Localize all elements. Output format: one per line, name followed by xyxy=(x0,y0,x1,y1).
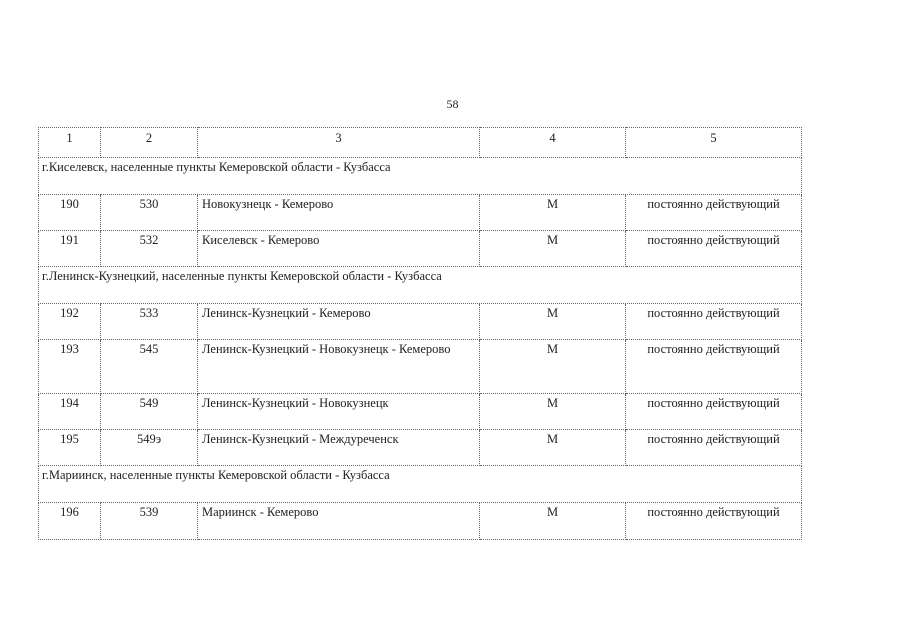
row-number: 196 xyxy=(39,503,101,540)
section-row xyxy=(39,267,802,304)
route-name: Ленинск-Кузнецкий - Новокузнецк xyxy=(198,394,480,430)
route-code: 533 xyxy=(101,304,198,340)
column-header: 5 xyxy=(626,128,802,158)
row-number: 191 xyxy=(39,231,101,267)
route-status: постоянно действующий xyxy=(626,430,802,466)
route-type: М xyxy=(480,304,626,340)
table-row xyxy=(39,430,802,466)
route-status: постоянно действующий xyxy=(626,304,802,340)
route-code: 549 xyxy=(101,394,198,430)
route-type: М xyxy=(480,340,626,394)
row-number: 195 xyxy=(39,430,101,466)
column-header: 4 xyxy=(480,128,626,158)
column-header: 3 xyxy=(198,128,480,158)
row-number: 193 xyxy=(39,340,101,394)
route-status: постоянно действующий xyxy=(626,340,802,394)
route-name: Ленинск-Кузнецкий - Кемерово xyxy=(198,304,480,340)
route-name: Ленинск-Кузнецкий - Междуреченск xyxy=(198,430,480,466)
row-number: 194 xyxy=(39,394,101,430)
table-header-row xyxy=(39,128,802,158)
section-title: г.Ленинск-Кузнецкий, населенные пункты Кемеровской области - Кузбасса xyxy=(39,267,802,304)
route-type: М xyxy=(480,394,626,430)
route-type: М xyxy=(480,231,626,267)
section-row xyxy=(39,158,802,195)
route-status: постоянно действующий xyxy=(626,195,802,231)
route-name: Ленинск-Кузнецкий - Новокузнецк - Кемерово xyxy=(198,340,480,394)
section-row xyxy=(39,466,802,503)
table-row xyxy=(39,394,802,430)
route-status: постоянно действующий xyxy=(626,394,802,430)
table-row xyxy=(39,503,802,540)
route-type: М xyxy=(480,430,626,466)
route-name: Киселевск - Кемерово xyxy=(198,231,480,267)
route-status: постоянно действующий xyxy=(626,231,802,267)
route-code: 532 xyxy=(101,231,198,267)
route-code: 539 xyxy=(101,503,198,540)
row-number: 192 xyxy=(39,304,101,340)
routes-table xyxy=(38,127,802,540)
table-row xyxy=(39,340,802,394)
route-name: Мариинск - Кемерово xyxy=(198,503,480,540)
column-header: 1 xyxy=(39,128,101,158)
route-type: М xyxy=(480,195,626,231)
page-number: 58 xyxy=(446,97,459,111)
table-row xyxy=(39,304,802,340)
table-row xyxy=(39,231,802,267)
row-number: 190 xyxy=(39,195,101,231)
route-code: 530 xyxy=(101,195,198,231)
column-header: 2 xyxy=(101,128,198,158)
route-type: М xyxy=(480,503,626,540)
section-title: г.Киселевск, населенные пункты Кемеровской области - Кузбасса xyxy=(39,158,802,195)
section-title: г.Мариинск, населенные пункты Кемеровской области - Кузбасса xyxy=(39,466,802,503)
route-code: 549э xyxy=(101,430,198,466)
table-row xyxy=(39,195,802,231)
route-code: 545 xyxy=(101,340,198,394)
route-name: Новокузнецк - Кемерово xyxy=(198,195,480,231)
route-status: постоянно действующий xyxy=(626,503,802,540)
